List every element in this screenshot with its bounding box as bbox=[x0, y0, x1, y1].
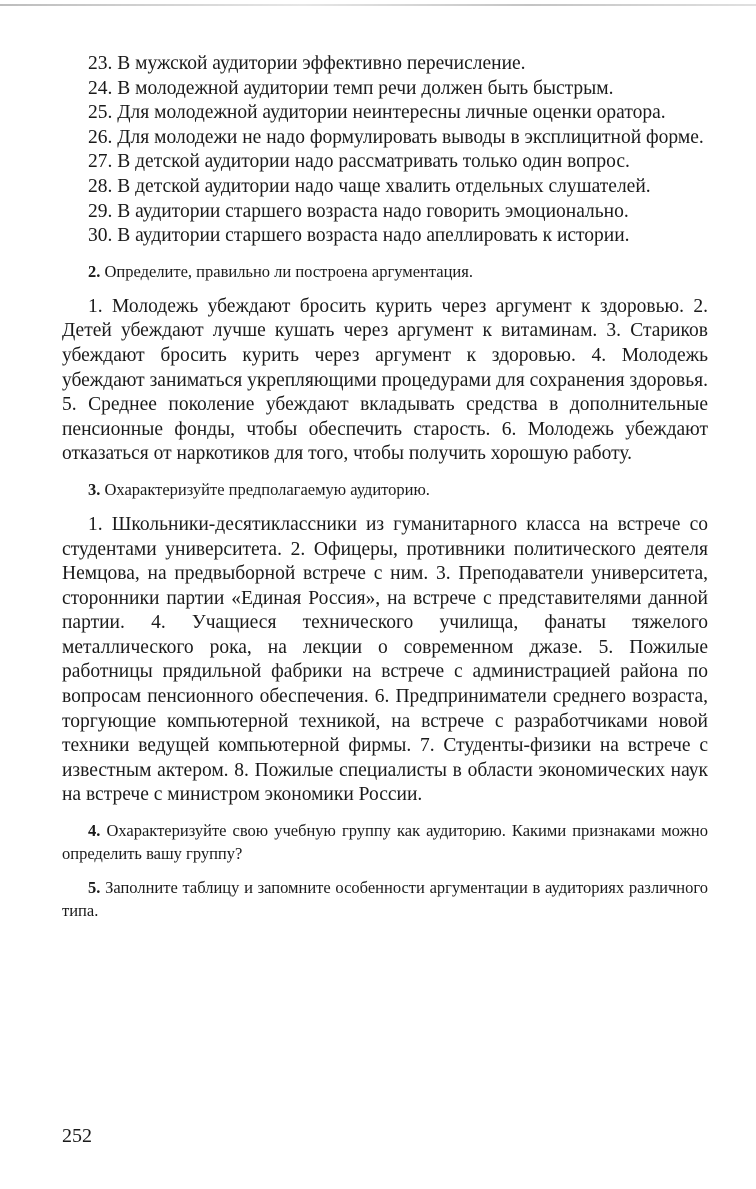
list-item: 29. В аудитории старшего возраста надо говорить эмоционально. bbox=[88, 200, 629, 222]
task-3-body: 1. Школьники-десятиклассники из гуманитарного класса на встрече со студентами университета. 2. Офицеры, противники политического деятеля Немцова, на предвыборной встрече с ним. 3. Преподаватели университета, сторонники партии «Единая Россия», на встрече с представителями данной партии. 4. Учащиеся технического училища, фанаты тяжелого металлического рока, на лекции о современном джазе. 5. Пожилые работницы прядильной фабрики на встрече с администрацией района по вопросам пенсионного обеспечения. 6. Предприниматели среднего возраста, торгующие компьютерной техникой, на встрече с разработчиками новой техники ведущей компьютерной фирмы. 7. Студенты-физики на встрече с известным актером. 8. Пожилые специалисты в области экономических наук на встрече с министром экономики России. bbox=[62, 513, 708, 806]
list-item: 23. В мужской аудитории эффективно перечисление. bbox=[88, 53, 526, 74]
list-item: 24. В молодежной аудитории темп речи должен быть быстрым. bbox=[88, 77, 614, 99]
task-text: Охарактеризуйте свою учебную группу как аудиторию. Какими признаками можно определить вашу группу? bbox=[62, 821, 708, 864]
task-text: Заполните таблицу и запомните особенности аргументации в аудиториях различного типа. bbox=[62, 878, 708, 921]
page-content bbox=[62, 52, 708, 922]
statement-list bbox=[62, 52, 708, 249]
list-item: 28. В детской аудитории надо чаще хвалить отдельных слушателей. bbox=[88, 175, 651, 197]
list-item: 26. Для молодежи не надо формулировать выводы в эксплицитной форме. bbox=[88, 126, 704, 148]
list-item: 27. В детской аудитории надо рассматривать только один вопрос. bbox=[88, 151, 630, 173]
task-3-heading bbox=[62, 478, 708, 501]
task-number: 5. bbox=[88, 878, 101, 898]
task-number: 4. bbox=[88, 821, 101, 841]
list-item: 25. Для молодежной аудитории неинтересны личные оценки оратора. bbox=[88, 102, 666, 124]
task-text: Охарактеризуйте предполагаемую аудиторию. bbox=[100, 479, 430, 499]
task-2-body: 1. Молодежь убеждают бросить курить через аргумент к здоровью. 2. Детей убеждают лучше кушать через аргумент к витаминам. 3. Стариков убеждают бросить курить через аргумент к здоровью. 4. Молодежь убеждают заниматься укрепляющими процедурами для сохранения здоровья. 5. Среднее поколение убеждают вкладывать средства в дополнительные пенсионные фонды, чтобы обеспечить старость. 6. Молодежь убеждают отказаться от наркотиков для того, чтобы получить хорошую работу. bbox=[62, 295, 708, 465]
task-2-heading bbox=[62, 260, 708, 283]
task-5-heading bbox=[62, 876, 708, 922]
task-number: 3. bbox=[88, 479, 101, 499]
page-number: 252 bbox=[62, 1125, 92, 1147]
scan-edge-line bbox=[0, 4, 756, 6]
task-number: 2. bbox=[88, 261, 101, 281]
list-item: 30. В аудитории старшего возраста надо апеллировать к истории. bbox=[88, 225, 630, 247]
task-4-heading bbox=[62, 819, 708, 865]
task-text: Определите, правильно ли построена аргументация. bbox=[100, 261, 473, 281]
